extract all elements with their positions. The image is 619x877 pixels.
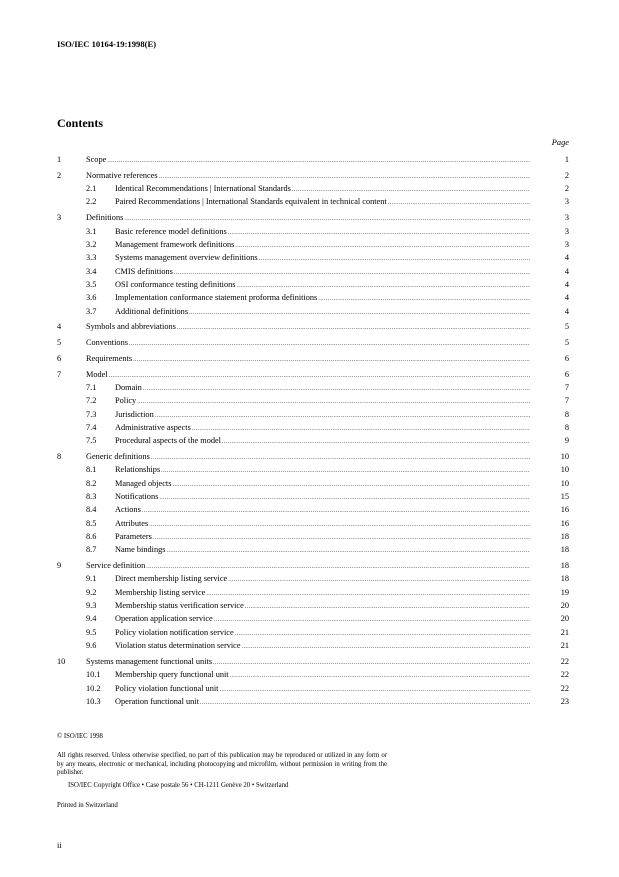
toc-entry-number: 8.4 [86,505,97,515]
toc-entry-number: 8.2 [86,478,97,488]
toc-entry-label: CMIS definitions [115,266,173,276]
toc-entry[interactable] [57,336,569,349]
toc-entry-label: Membership query functional unit [115,670,229,680]
contents-title: Contents [57,116,104,130]
toc-entry-page: 4 [564,293,569,303]
toc-entry-page: 4 [564,266,569,276]
copyright-office-address: ISO/IEC Copyright Office • Case postale 56 • CH-1211 Genève 20 • Switzerland [68,782,289,789]
toc-entry[interactable] [57,463,569,476]
toc-entry[interactable] [57,668,569,681]
toc-entry-number: 2.1 [86,184,97,194]
toc-entry-number: 1 [57,155,62,164]
toc-entry-label: Violation status determination service [115,641,241,651]
toc-leader-dots [228,227,530,240]
toc-entry-number: 7.1 [86,382,97,392]
page-column-label: Page [551,138,569,147]
toc-entry-label: OSI conformance testing definitions [115,279,236,289]
toc-entry-label: Conventions [86,338,128,348]
toc-leader-dots [388,197,530,210]
toc-entry-number: 10.1 [86,670,101,680]
toc-leader-dots [200,697,530,710]
toc-entry-page: 21 [560,627,569,637]
toc-leader-dots [161,465,530,478]
toc-entry-number: 8 [57,451,62,461]
toc-entry-label: Symbols and abbreviations [86,322,176,332]
toc-entry[interactable] [57,586,569,599]
toc-entry-page: 3 [564,197,569,207]
toc-entry-number: 9.1 [86,574,97,584]
toc-entry-page: 6 [564,369,569,379]
toc-entry-number: 5 [57,338,62,348]
toc-entry-number: 7.4 [86,422,97,432]
page-number-footer: ii [57,841,62,850]
toc-entry-number: 7.3 [86,409,97,419]
toc-entry[interactable] [57,626,569,639]
toc-entry-number: 9.3 [86,601,97,611]
toc-entry-label: Domain [115,382,142,392]
toc-entry-label: Membership listing service [115,587,206,597]
toc-entry[interactable] [57,305,569,318]
toc-entry[interactable] [57,503,569,516]
toc-entry[interactable] [57,211,569,224]
toc-leader-dots [228,574,530,587]
toc-leader-dots [177,322,530,335]
toc-entry-label: Management framework definitions [115,239,235,249]
toc-entry-label: Jurisdiction [115,409,154,419]
toc-entry-label: Notifications [115,491,159,501]
toc-leader-dots [189,307,530,320]
rights-notice: All rights reserved. Unless otherwise specified, no part of this publication may be reproduced or utilized in any form or by any means, electronic or mechanical, including photocopying and microfilm, without permission in writing from the publisher. [57,752,387,777]
toc-entry-page: 2 [564,184,569,194]
toc-leader-dots [192,423,530,436]
toc-entry-label: Direct membership listing service [115,574,228,584]
toc-entry-number: 6 [57,353,62,363]
toc-entry[interactable] [57,225,569,238]
toc-entry-page: 7 [564,396,569,406]
toc-entry-number: 9 [57,561,62,571]
toc-entry-label: Model [86,369,108,379]
toc-entry-number: 8.3 [86,491,97,501]
toc-entry-page: 10 [560,478,569,488]
toc-entry-label: Policy violation notification service [115,627,234,637]
toc-entry-label: Procedural aspects of the model [115,436,221,446]
toc-entry[interactable] [57,153,569,166]
toc-leader-dots [166,545,530,558]
toc-entry-label: Administrative aspects [115,422,191,432]
toc-entry[interactable] [57,572,569,585]
toc-entry[interactable] [57,195,569,208]
toc-entry-label: Generic definitions [86,451,150,461]
toc-entry-number: 4 [57,322,62,332]
toc-entry-page: 22 [560,656,569,666]
toc-entry-number: 3.7 [86,306,97,316]
toc-leader-dots [242,641,530,654]
toc-entry-number: 7.2 [86,396,97,406]
toc-entry-page: 6 [564,353,569,363]
toc-entry-page: 4 [564,253,569,263]
toc-entry-page: 18 [560,532,569,542]
toc-entry-page: 23 [560,696,569,706]
toc-entry-number: 8.7 [86,545,97,555]
toc-entry[interactable] [57,490,569,503]
copyright-line: © ISO/IEC 1998 [57,733,103,740]
toc-leader-dots [155,410,530,423]
toc-leader-dots [214,614,530,627]
toc-leader-dots [222,436,530,449]
toc-entry-page: 16 [560,518,569,528]
toc-entry[interactable] [57,695,569,708]
toc-leader-dots [149,519,530,532]
toc-entry-page: 10 [560,451,569,461]
toc-entry-page: 7 [564,382,569,392]
toc-entry-label: Paired Recommendations | International Standards equivalent in technical content [115,197,387,207]
toc-entry-label: Operation functional unit [115,696,199,706]
toc-entry-label: Membership status verification service [115,601,244,611]
toc-entry-number: 9.2 [86,587,97,597]
toc-leader-dots [151,452,530,465]
toc-entry-label: Systems management functional units [86,656,213,666]
toc-entry-page: 15 [560,491,569,501]
toc-entry-page: 18 [560,545,569,555]
toc-entry-number: 3 [57,213,62,223]
toc-leader-dots [143,383,530,396]
toc-entry-page: 19 [560,587,569,597]
toc-entry-page: 20 [560,614,569,624]
toc-entry-number: 3.6 [86,293,97,303]
toc-entry[interactable] [57,291,569,304]
toc-entry-page: 1 [564,155,569,164]
toc-entry-label: Name bindings [115,545,166,555]
toc-entry[interactable] [57,238,569,251]
toc-entry-label: Definitions [86,213,124,223]
toc-leader-dots [259,253,530,266]
toc-entry-number: 10.2 [86,683,101,693]
toc-entry[interactable] [57,655,569,668]
toc-entry[interactable] [57,543,569,556]
toc-leader-dots [206,588,530,601]
toc-entry[interactable] [57,352,569,365]
toc-leader-dots [213,657,530,670]
toc-entry[interactable] [57,251,569,264]
toc-leader-dots [159,492,530,505]
toc-entry-number: 9.6 [86,641,97,651]
toc-entry[interactable] [57,530,569,543]
toc-leader-dots [219,684,530,697]
toc-entry-label: Requirements [86,353,133,363]
toc-entry-number: 8.6 [86,532,97,542]
toc-entry[interactable] [57,599,569,612]
toc-entry[interactable] [57,368,569,381]
toc-entry-page: 18 [560,574,569,584]
toc-entry-page: 3 [564,239,569,249]
toc-entry-page: 20 [560,601,569,611]
toc-entry-label: Actions [115,505,141,515]
toc-entry[interactable] [57,639,569,652]
toc-entry-label: Policy violation functional unit [115,683,219,693]
toc-entry-number: 8.5 [86,518,97,528]
toc-entry-page: 21 [560,641,569,651]
toc-entry-label: Managed objects [115,478,172,488]
toc-entry-label: Attributes [115,518,149,528]
toc-entry-number: 2 [57,170,62,180]
toc-entry-number: 9.5 [86,627,97,637]
toc-entry-page: 4 [564,306,569,316]
toc-entry[interactable] [57,477,569,490]
toc-entry[interactable] [57,682,569,695]
toc-entry-page: 4 [564,279,569,289]
toc-entry-page: 10 [560,465,569,475]
toc-entry-label: Normative references [86,170,158,180]
toc-entry[interactable] [57,559,569,572]
toc-entry-label: Relationships [115,465,161,475]
toc-entry-number: 7 [57,369,62,379]
toc-entry-number: 3.4 [86,266,97,276]
toc-entry-label: Identical Recommendations | International Standards [115,184,291,194]
toc-leader-dots [109,370,530,383]
toc-entry-number: 9.4 [86,614,97,624]
toc-leader-dots [153,532,530,545]
toc-entry-page: 3 [564,213,569,223]
toc-leader-dots [245,601,530,614]
toc-entry-label: Implementation conformance statement proforma definitions [115,293,318,303]
toc-entry[interactable] [57,320,569,333]
toc-entry[interactable] [57,421,569,434]
toc-entry-number: 3.5 [86,279,97,289]
toc-entry-page: 18 [560,561,569,571]
toc-leader-dots [142,505,530,518]
toc-leader-dots [133,354,530,367]
toc-entry[interactable] [57,408,569,421]
toc-entry-number: 3.1 [86,226,97,236]
toc-entry[interactable] [57,450,569,463]
toc-entry-page: 9 [564,436,569,446]
toc-entry-label: Systems management overview definitions [115,253,258,263]
toc-entry-page: 5 [564,338,569,348]
toc-entry[interactable] [57,265,569,278]
toc-entry-label: Scope [86,155,107,164]
toc-leader-dots [172,479,530,492]
toc-leader-dots [318,293,530,306]
toc-entry-page: 5 [564,322,569,332]
table-of-contents [57,153,569,708]
toc-entry[interactable] [57,394,569,407]
toc-entry-page: 3 [564,226,569,236]
toc-leader-dots [137,396,530,409]
toc-entry-page: 8 [564,409,569,419]
toc-entry-number: 10.3 [86,696,101,706]
toc-entry[interactable] [57,381,569,394]
toc-entry-label: Service definition [86,561,146,571]
toc-entry[interactable] [57,182,569,195]
toc-entry-number: 3.2 [86,239,97,249]
toc-entry[interactable] [57,612,569,625]
toc-entry-page: 22 [560,683,569,693]
toc-entry-number: 2.2 [86,197,97,207]
toc-leader-dots [235,628,530,641]
printed-in-notice: Printed in Switzerland [57,802,118,809]
toc-entry[interactable] [57,169,569,182]
toc-leader-dots [129,338,530,351]
toc-entry-page: 16 [560,505,569,515]
toc-leader-dots [235,240,530,253]
toc-leader-dots [230,670,530,683]
toc-entry-label: Basic reference model definitions [115,226,227,236]
toc-leader-dots [107,155,530,168]
toc-entry[interactable] [57,278,569,291]
toc-entry-number: 7.5 [86,436,97,446]
toc-entry-label: Additional definitions [115,306,189,316]
toc-entry-number: 3.3 [86,253,97,263]
toc-entry[interactable] [57,434,569,447]
toc-entry-page: 2 [564,170,569,180]
toc-entry-page: 22 [560,670,569,680]
toc-entry-page: 8 [564,422,569,432]
toc-entry-number: 8.1 [86,465,97,475]
toc-entry-label: Parameters [115,532,152,542]
toc-entry[interactable] [57,517,569,530]
toc-entry-number: 10 [57,656,66,666]
toc-entry-label: Policy [115,396,137,406]
document-id-header: ISO/IEC 10164-19:1998(E) [57,39,157,49]
toc-entry-label: Operation application service [115,614,213,624]
